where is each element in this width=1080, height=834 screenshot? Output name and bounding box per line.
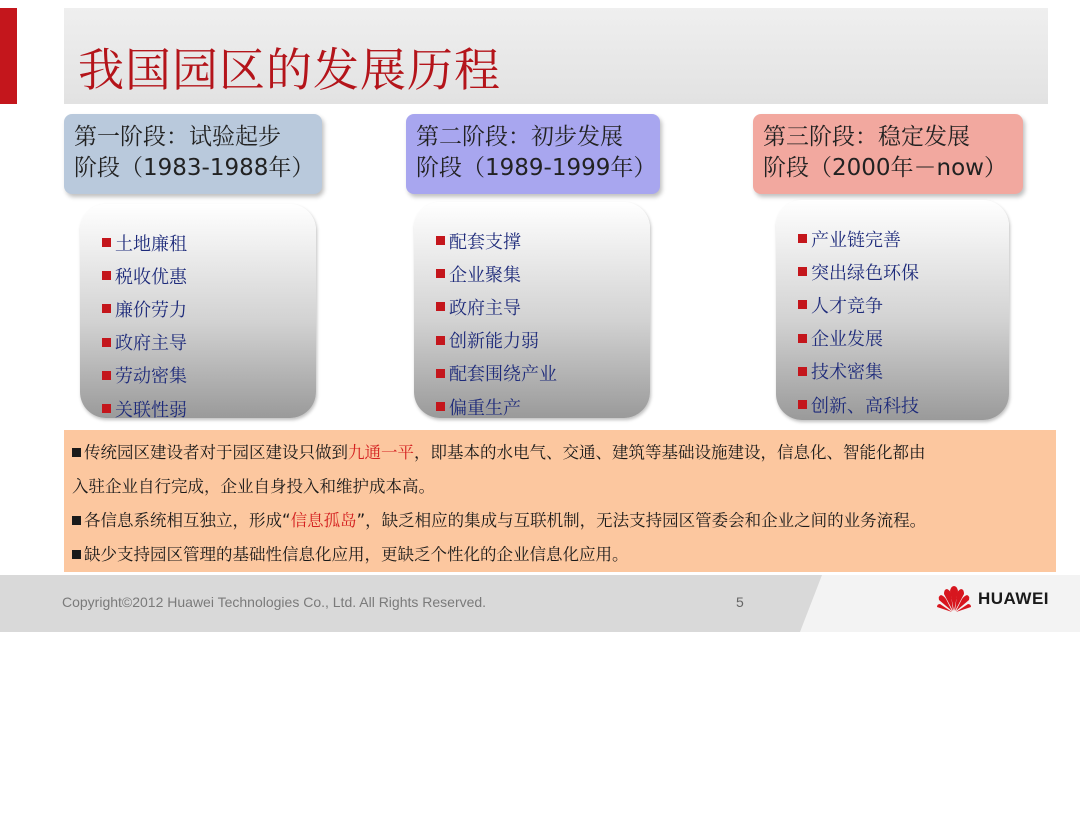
- bullet-square-icon: [102, 238, 111, 247]
- list-item: [102, 359, 316, 392]
- list-item: [102, 326, 316, 359]
- list-item-label: 配套支撑: [449, 231, 521, 253]
- bullet-square-icon: [102, 271, 111, 280]
- list-item-label: 关联性弱: [115, 399, 187, 421]
- bullet-square-icon: [102, 371, 111, 380]
- list-item-label: 政府主导: [115, 333, 187, 355]
- list-item-label: 突出绿色环保: [811, 262, 919, 284]
- note-2-text-b: ”，缺乏相应的集成与互联机制，无法支持园区管委会和企业之间的业务流程。: [356, 511, 927, 530]
- bullet-square-icon: [436, 336, 445, 345]
- bullet-square-icon: [436, 269, 445, 278]
- stage-3-feature-list: [776, 200, 1009, 420]
- stage-1-title: 第一阶段：试验起步: [74, 124, 281, 150]
- stage-3-title: 第三阶段：稳定发展: [763, 124, 970, 150]
- list-item-label: 偏重生产: [449, 397, 521, 419]
- list-item: [436, 357, 650, 390]
- bullet-square-icon: [72, 448, 81, 457]
- bullet-square-icon: [798, 400, 807, 409]
- bullet-square-icon: [798, 367, 807, 376]
- bullet-square-icon: [798, 234, 807, 243]
- list-item-label: 廉价劳力: [115, 299, 187, 321]
- stage-3-period: 阶段（2000年－now）: [763, 155, 1007, 181]
- list-item-label: 企业发展: [811, 329, 883, 351]
- list-item-label: 创新能力弱: [449, 331, 539, 353]
- list-item-label: 技术密集: [811, 362, 883, 384]
- list-item-label: 税收优惠: [115, 266, 187, 288]
- list-item-label: 土地廉租: [115, 233, 187, 255]
- list-item: [798, 288, 1009, 321]
- list-item: [798, 388, 1009, 421]
- list-item-label: 配套围绕产业: [449, 364, 557, 386]
- note-2-text-a: 各信息系统相互独立，形成“: [84, 511, 291, 530]
- list-item: [798, 255, 1009, 288]
- list-item: [102, 292, 316, 325]
- list-item: [102, 392, 316, 425]
- list-item-label: 创新、高科技: [811, 395, 919, 417]
- bullet-square-icon: [102, 304, 111, 313]
- list-item-label: 政府主导: [449, 297, 521, 319]
- list-item: [436, 224, 650, 257]
- bullet-square-icon: [436, 302, 445, 311]
- huawei-logo-text: HUAWEI: [978, 589, 1049, 608]
- note-1-highlight: 九通一平: [348, 443, 414, 462]
- stage-2-period: 阶段（1989-1999年）: [416, 155, 657, 181]
- bullet-square-icon: [102, 404, 111, 413]
- note-1-text-c: 入驻企业自行完成，企业自身投入和维护成本高。: [72, 477, 435, 496]
- huawei-flower-logo-icon: [936, 585, 972, 613]
- list-item-label: 产业链完善: [811, 229, 901, 251]
- stage-1-feature-list: [80, 204, 316, 421]
- list-item-label: 企业聚集: [449, 264, 521, 286]
- bullet-square-icon: [72, 516, 81, 525]
- note-2-highlight: 信息孤岛: [290, 511, 357, 530]
- note-line-1: [72, 436, 1046, 470]
- note-1-text-a: 传统园区建设者对于园区建设只做到: [84, 443, 348, 462]
- bullet-square-icon: [72, 550, 81, 559]
- stage-3-header: [753, 114, 1023, 194]
- list-item: [798, 355, 1009, 388]
- note-line-1-cont: [72, 470, 1046, 504]
- list-item: [436, 390, 650, 423]
- bullet-square-icon: [798, 334, 807, 343]
- bullet-square-icon: [798, 300, 807, 309]
- bullet-square-icon: [798, 267, 807, 276]
- list-item: [436, 257, 650, 290]
- note-1-text-b: ，即基本的水电气、交通、建筑等基础设施建设，信息化、智能化都由: [414, 443, 926, 462]
- huawei-logo: [936, 585, 1049, 613]
- stage-2-feature-list: [414, 202, 650, 418]
- list-item: [436, 324, 650, 357]
- list-item: [798, 222, 1009, 255]
- list-item-label: 人才竞争: [811, 295, 883, 317]
- bullet-square-icon: [436, 369, 445, 378]
- list-item: [436, 290, 650, 323]
- note-line-2: [72, 504, 1046, 538]
- stage-1-header: [64, 114, 322, 194]
- problem-notes-box: [64, 430, 1056, 572]
- list-item: [102, 259, 316, 292]
- title-accent-bar: [0, 8, 17, 104]
- note-line-3: [72, 538, 1046, 572]
- stage-2-header: [406, 114, 660, 194]
- list-item-label: 劳动密集: [115, 366, 187, 388]
- list-item: [798, 322, 1009, 355]
- stage-1-period: 阶段（1983-1988年）: [74, 155, 315, 181]
- stage-2-title: 第二阶段：初步发展: [416, 124, 623, 150]
- bullet-square-icon: [436, 402, 445, 411]
- slide-title: 我国园区的发展历程: [78, 43, 501, 97]
- bullet-square-icon: [102, 338, 111, 347]
- note-3-text: 缺少支持园区管理的基础性信息化应用，更缺乏个性化的企业信息化应用。: [84, 545, 629, 564]
- bullet-square-icon: [436, 236, 445, 245]
- list-item: [102, 226, 316, 259]
- page-number: 5: [736, 594, 744, 610]
- copyright-text: Copyright©2012 Huawei Technologies Co., Ltd. All Rights Reserved.: [62, 594, 487, 610]
